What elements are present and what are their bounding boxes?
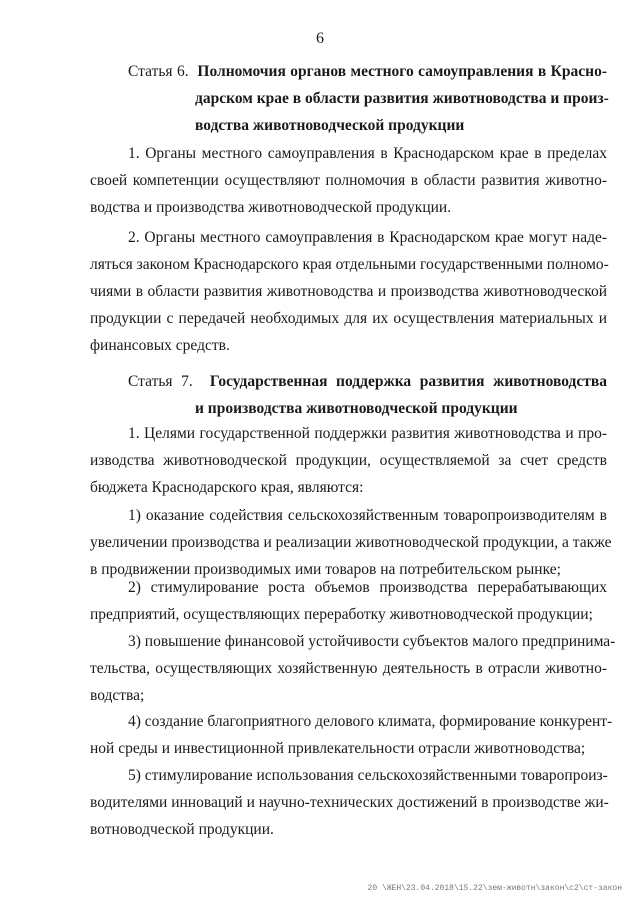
article-6-paragraph-1	[90, 140, 607, 221]
text-line: 2) стимулирование роста объемов производства перерабатывающих	[128, 579, 607, 596]
text-line: вотноводческой продукции.	[90, 821, 274, 838]
text-line: предприятий, осуществляющих переработку животноводческой продукции;	[90, 606, 593, 623]
text-line: в продвижении производимых ими товаров на потребительском рынке;	[90, 561, 561, 578]
article-7-paragraph-1	[90, 420, 607, 501]
text-line: своей компетенции осуществляют полномочия в области развития животно-	[90, 172, 607, 189]
text-line: 1) оказание содействия сельскохозяйственным товаропроизводителям в	[128, 507, 607, 524]
article-6-label: Статья 6.	[128, 63, 189, 80]
article-6-paragraph-2	[90, 224, 607, 359]
file-path-footer: 20 \ЖЕН\23.04.2018\15.22\зем-животн\закон\с2\ст-закон	[367, 884, 622, 893]
article-6-title-2: дарском крае в области развития животноводства и произ-	[195, 90, 609, 107]
article-7-item-3	[90, 628, 616, 709]
article-6-title-3: водства животноводческой продукции	[195, 117, 465, 134]
text-line: бюджета Краснодарского края, являются:	[90, 479, 364, 496]
text-line: 1. Органы местного самоуправления в Краснодарском крае в пределах	[128, 145, 607, 162]
text-line: 4) создание благоприятного делового климата, формирование конкурент-	[128, 713, 613, 730]
article-7-title-2: и производства животноводческой продукции	[195, 400, 518, 417]
article-7-title-1: Государственная поддержка развития животноводства	[209, 373, 607, 390]
text-line: тельства, осуществляющих хозяйственную деятельность в отрасли животно-	[90, 660, 607, 677]
text-line: водства и производства животноводческой продукции.	[90, 199, 452, 216]
text-line: ной среды и инвестиционной привлекательности отрасли животноводства;	[90, 740, 586, 757]
text-line: 2. Органы местного самоуправления в Краснодарском крае могут наде-	[128, 229, 607, 246]
text-line: 1. Целями государственной поддержки развития животноводства и про-	[128, 425, 607, 442]
article-7-item-5	[90, 762, 607, 843]
article-7-item-2	[90, 574, 607, 628]
article-6-title-1: Полномочия органов местного самоуправления в Красно-	[197, 63, 608, 80]
article-7-label: Статья 7.	[128, 373, 193, 390]
text-line: продукции с передачей необходимых для их осуществления материальных и	[90, 310, 607, 327]
text-line: 3) повышение финансовой устойчивости субъектов малого предпринима-	[128, 633, 616, 650]
text-line: изводства животноводческой продукции, осуществляемой за счет средств	[90, 452, 607, 469]
article-7-heading-line-1	[90, 368, 607, 395]
text-line: увеличении производства и реализации животноводческой продукции, а также	[90, 534, 612, 551]
page-number: 6	[316, 30, 324, 47]
article-7-heading	[90, 368, 607, 422]
text-line: ляться законом Краснодарского края отдельными государственными полномо-	[90, 256, 609, 273]
text-line: финансовых средств.	[90, 337, 230, 354]
article-7-item-4	[90, 708, 613, 762]
text-line: водителями инноваций и научно-технических достижений в производстве жи-	[90, 794, 609, 811]
text-line: 5) стимулирование использования сельскохозяйственными товаропроиз-	[128, 767, 608, 784]
text-line: водства;	[90, 687, 145, 704]
article-7-item-1	[90, 502, 612, 583]
article-6-heading-line-1	[90, 58, 607, 85]
text-line: чиями в области развития животноводства и производства животноводческой	[90, 283, 607, 300]
article-6-heading	[90, 58, 607, 139]
